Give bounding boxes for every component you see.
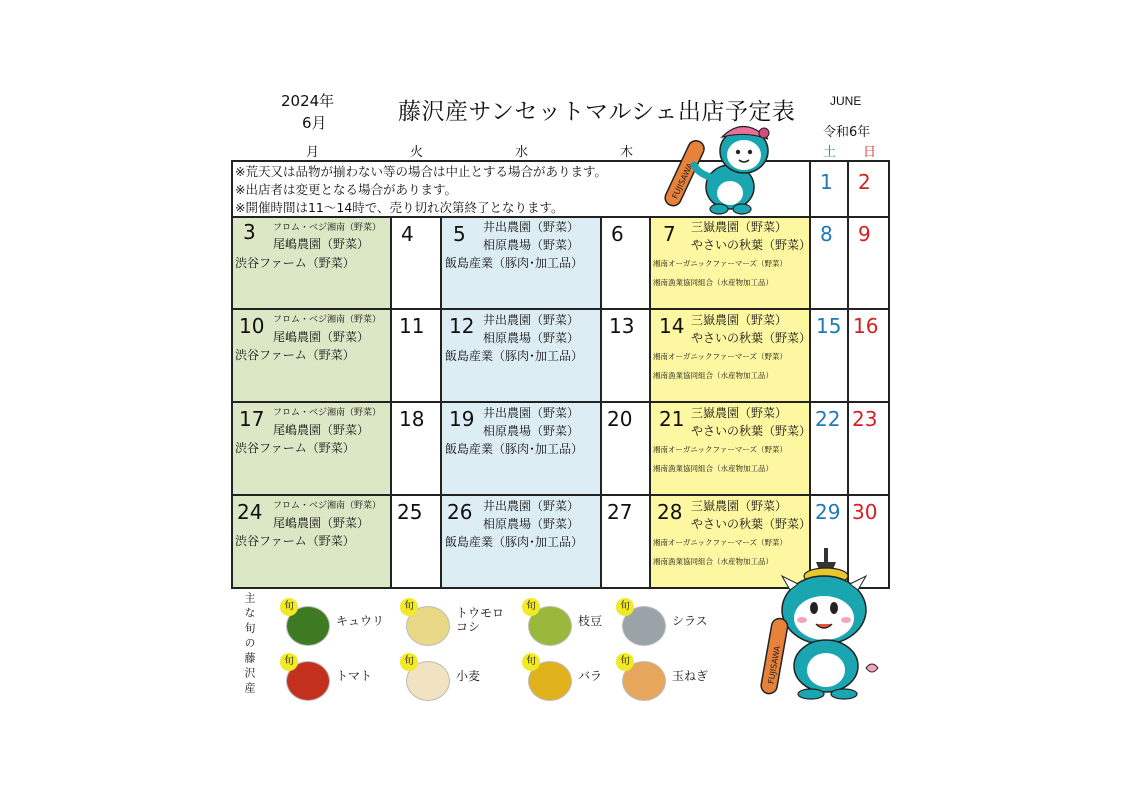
food-name: キュウリ [336, 614, 385, 628]
day-sun: 9 [858, 222, 871, 246]
vendor-fri-4: 湘南漁業協同組合（水産物加工品） [653, 464, 773, 473]
weekday-thu: 木 [620, 145, 634, 160]
vendor-fri-4: 湘南漁業協同組合（水産物加工品） [653, 557, 773, 566]
vendor-mon-2: 尾嶋農園（野菜） [273, 516, 370, 530]
vendor-mon-2: 尾嶋農園（野菜） [273, 330, 370, 344]
page-title: 藤沢産サンセットマルシェ出店予定表 [398, 99, 796, 125]
month-label: 6月 [302, 114, 327, 132]
day-sat: 8 [820, 222, 833, 246]
vendor-fri-4: 湘南漁業協同組合（水産物加工品） [653, 371, 773, 380]
day-wed: 19 [449, 407, 475, 431]
day-tue: 18 [399, 407, 425, 431]
food-name: トマト [336, 669, 373, 683]
vendor-mon-1: フロム・ベジ湘南（野菜） [273, 315, 382, 325]
food-name: 小麦 [456, 669, 481, 683]
weekday-sun: 日 [863, 145, 877, 160]
food-item [616, 598, 736, 648]
day-fri: 28 [657, 500, 683, 524]
weekday-sat: 土 [823, 145, 837, 160]
day-wed: 26 [447, 500, 473, 524]
day-thu: 20 [607, 407, 633, 431]
day-2: 2 [858, 170, 871, 194]
day-sat: 22 [815, 407, 841, 431]
vendor-mon-3: 渋谷ファーム（野菜） [235, 534, 355, 548]
note-hours: ※開催時間は11～14時で、売り切れ次第終了となります。 [235, 200, 564, 215]
vendor-mon-2: 尾嶋農園（野菜） [273, 237, 370, 251]
mascot-large-icon [756, 548, 882, 700]
vendor-wed-1: 井出農園（野菜） [483, 406, 580, 420]
vendor-wed-2: 相原農場（野菜） [483, 238, 580, 252]
vendor-fri-2: やさいの秋葉（野菜） [691, 517, 812, 531]
mascot-skateboard-icon [664, 115, 804, 215]
vendor-fri-2: やさいの秋葉（野菜） [691, 331, 812, 345]
food-item [400, 653, 520, 703]
day-thu: 27 [607, 500, 633, 524]
seasonal-label [240, 592, 258, 702]
vendor-wed-2: 相原農場（野菜） [483, 331, 580, 345]
svg-text:FUJISAWA: FUJISAWA [670, 161, 695, 201]
vendor-mon-1: フロム・ベジ湘南（野菜） [273, 223, 382, 233]
season-badge: 旬 [400, 598, 418, 616]
vendor-wed-3: 飯島産業（豚肉･加工品） [445, 535, 584, 549]
season-badge: 旬 [400, 653, 418, 671]
vendor-wed-1: 井出農園（野菜） [483, 313, 580, 327]
food-name: 玉ねぎ [672, 669, 709, 683]
food-name: トウモロコシ [456, 606, 505, 634]
day-sun: 30 [852, 500, 878, 524]
vendor-fri-3: 湘南オーガニックファーマーズ（野菜） [653, 538, 788, 547]
day-fri: 21 [659, 407, 685, 431]
season-badge: 旬 [616, 653, 634, 671]
vendor-mon-2: 尾嶋農園（野菜） [273, 423, 370, 437]
food-item [400, 598, 520, 648]
day-wed: 12 [449, 314, 475, 338]
day-tue: 4 [401, 222, 414, 246]
food-name: 枝豆 [578, 614, 603, 628]
vendor-fri-1: 三嶽農園（野菜） [691, 313, 788, 327]
day-fri: 7 [663, 222, 676, 246]
day-sun: 23 [852, 407, 878, 431]
vendor-mon-3: 渋谷ファーム（野菜） [235, 256, 355, 270]
vendor-wed-1: 井出農園（野菜） [483, 499, 580, 513]
vendor-wed-3: 飯島産業（豚肉･加工品） [445, 256, 584, 270]
note-vendors: ※出店者は変更となる場合があります。 [235, 182, 457, 197]
reiwa-year-label: 令和6年 [823, 125, 871, 140]
note-weather: ※荒天又は品物が揃わない等の場合は中止とする場合があります。 [235, 164, 607, 179]
weekday-wed: 水 [515, 145, 529, 160]
seasonal-label-text: 主な旬の藤沢産 [243, 592, 256, 697]
day-fri: 14 [659, 314, 685, 338]
year-label: 2024年 [281, 92, 335, 110]
calendar-grid [231, 160, 890, 589]
vendor-mon-1: フロム・ベジ湘南（野菜） [273, 501, 382, 511]
day-tue: 11 [399, 314, 425, 338]
season-badge: 旬 [522, 653, 540, 671]
day-mon: 24 [237, 500, 263, 524]
vendor-fri-1: 三嶽農園（野菜） [691, 406, 788, 420]
day-mon: 10 [239, 314, 265, 338]
day-1: 1 [820, 170, 833, 194]
season-badge: 旬 [280, 598, 298, 616]
food-name: シラス [672, 614, 708, 628]
food-name: バラ [578, 669, 603, 683]
season-badge: 旬 [280, 653, 298, 671]
day-thu: 13 [609, 314, 635, 338]
food-item [616, 653, 736, 703]
vendor-mon-1: フロム・ベジ湘南（野菜） [273, 408, 382, 418]
weekday-mon: 月 [306, 145, 320, 160]
vendor-wed-3: 飯島産業（豚肉･加工品） [445, 442, 584, 456]
day-thu: 6 [611, 222, 624, 246]
vendor-fri-4: 湘南漁業協同組合（水産物加工品） [653, 278, 773, 287]
food-item [280, 598, 400, 648]
vendor-mon-3: 渋谷ファーム（野菜） [235, 348, 355, 362]
vendor-fri-1: 三嶽農園（野菜） [691, 220, 788, 234]
vendor-fri-3: 湘南オーガニックファーマーズ（野菜） [653, 259, 788, 268]
vendor-fri-3: 湘南オーガニックファーマーズ（野菜） [653, 352, 788, 361]
day-mon: 3 [243, 220, 256, 244]
vendor-fri-2: やさいの秋葉（野菜） [691, 238, 812, 252]
vendor-wed-2: 相原農場（野菜） [483, 517, 580, 531]
vendor-wed-2: 相原農場（野菜） [483, 424, 580, 438]
weekday-tue: 火 [410, 145, 424, 160]
svg-text:FUJISAWA: FUJISAWA [766, 645, 783, 685]
day-sat: 29 [815, 500, 841, 524]
day-tue: 25 [397, 500, 423, 524]
vendor-wed-3: 飯島産業（豚肉･加工品） [445, 349, 584, 363]
vendor-mon-3: 渋谷ファーム（野菜） [235, 441, 355, 455]
food-item [280, 653, 400, 703]
day-wed: 5 [453, 222, 466, 246]
vendor-wed-1: 井出農園（野菜） [483, 220, 580, 234]
day-sat: 15 [816, 314, 842, 338]
month-en-label: JUNE [830, 94, 862, 108]
day-sun: 16 [853, 314, 879, 338]
vendor-fri-3: 湘南オーガニックファーマーズ（野菜） [653, 445, 788, 454]
season-badge: 旬 [522, 598, 540, 616]
day-mon: 17 [239, 407, 265, 431]
season-badge: 旬 [616, 598, 634, 616]
vendor-fri-2: やさいの秋葉（野菜） [691, 424, 812, 438]
vendor-fri-1: 三嶽農園（野菜） [691, 499, 788, 513]
